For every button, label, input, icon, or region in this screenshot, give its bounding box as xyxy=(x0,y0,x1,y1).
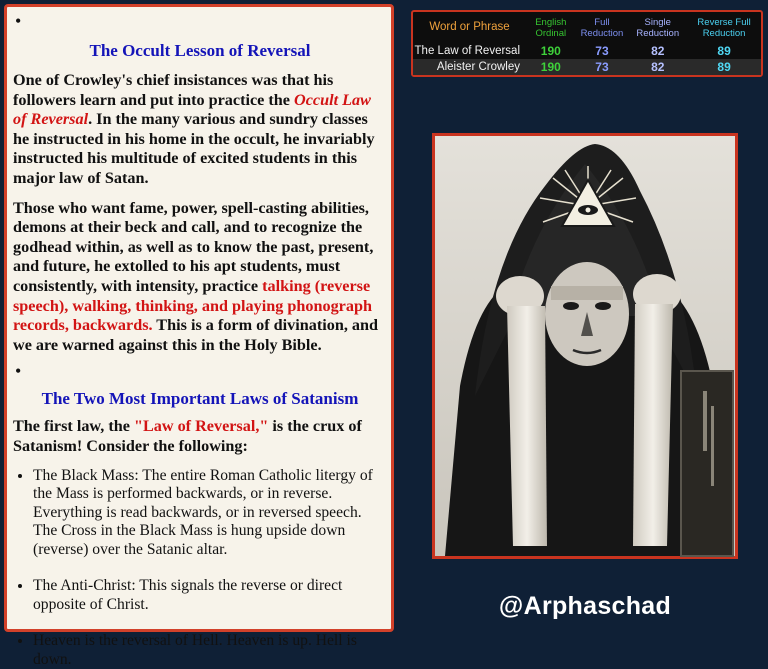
text-run: is the crux of Satanism! Consider the following: xyxy=(13,417,362,455)
header-single-reduction: Single Reduction xyxy=(628,12,687,43)
text-run: Those who want fame, power, spell-casting abilities, demons at their beck and call, and to recognize the godhead within, as well as to know the past, present, and future, he extolled to his apt students, must consistently, with intensity, practice xyxy=(13,199,373,295)
author-handle: @Arphaschad xyxy=(432,592,738,621)
highlight-occult-law: Occult Law of Reversal xyxy=(13,91,371,129)
row-reverse-full-reduction: 89 xyxy=(687,59,761,75)
portrait-illustration xyxy=(435,136,735,556)
highlight-law-of-reversal: "Law of Reversal," xyxy=(134,417,268,435)
header-full-reduction: Full Reduction xyxy=(576,12,629,43)
text-run: One of Crowley's chief insistances was that his followers learn and put into practice the xyxy=(13,71,333,109)
table-header-row xyxy=(413,12,761,43)
row-single-reduction: 82 xyxy=(628,43,687,59)
paragraph-fame-power xyxy=(13,199,387,356)
row-reverse-full-reduction: 89 xyxy=(687,43,761,59)
row-full-reduction: 73 xyxy=(576,43,629,59)
text-run: The first law, the xyxy=(13,417,134,435)
list-item-heaven-hell: • Heaven is the reversal of Hell. Heaven is up. Hell is down. xyxy=(33,632,387,669)
bullet-marker: • xyxy=(15,365,387,377)
article-panel xyxy=(4,4,394,632)
text-run: This is a form of divination, and we are warned against this in the Holy Bible. xyxy=(13,316,378,354)
paragraph-crowley-insistance xyxy=(13,71,387,189)
points-list xyxy=(13,467,387,669)
table-row xyxy=(413,59,761,75)
header-phrase: Word or Phrase xyxy=(413,12,526,43)
section-heading-reversal: The Occult Lesson of Reversal xyxy=(13,41,387,61)
crowley-portrait-photo xyxy=(432,133,738,559)
table-row xyxy=(413,43,761,59)
paragraph-first-law xyxy=(13,417,387,456)
text-run: . In the many various and sundry classes he instructed in his home in the occult, he invariably instructed his multitude of excited students in this major law of Satan. xyxy=(13,110,375,187)
row-full-reduction: 73 xyxy=(576,59,629,75)
section-heading-satanism-laws: The Two Most Important Laws of Satanism xyxy=(13,389,387,409)
list-item-black-mass: • The Black Mass: The entire Roman Catholic litergy of the Mass is performed backwards, or in reverse. Everything is read backwards, or in reversed speech. The Cross in the Black Mass is hung upside down (reverse) over the Satanic altar. xyxy=(33,467,387,560)
row-english-ordinal: 190 xyxy=(526,43,576,59)
gematria-table xyxy=(413,12,761,75)
highlight-backwards-practices: talking (reverse speech), walking, thinking, and playing phonograph records, backwards. xyxy=(13,277,372,334)
row-phrase: Aleister Crowley xyxy=(413,59,526,75)
bullet-marker: • xyxy=(15,15,387,27)
row-phrase: The Law of Reversal xyxy=(413,43,526,59)
row-single-reduction: 82 xyxy=(628,59,687,75)
gematria-table-panel xyxy=(411,10,763,77)
header-reverse-full-reduction: Reverse Full Reduction xyxy=(687,12,761,43)
list-item-anti-christ: • The Anti-Christ: This signals the reverse or direct opposite of Christ. xyxy=(33,577,387,614)
header-english-ordinal: English Ordinal xyxy=(526,12,576,43)
row-english-ordinal: 190 xyxy=(526,59,576,75)
